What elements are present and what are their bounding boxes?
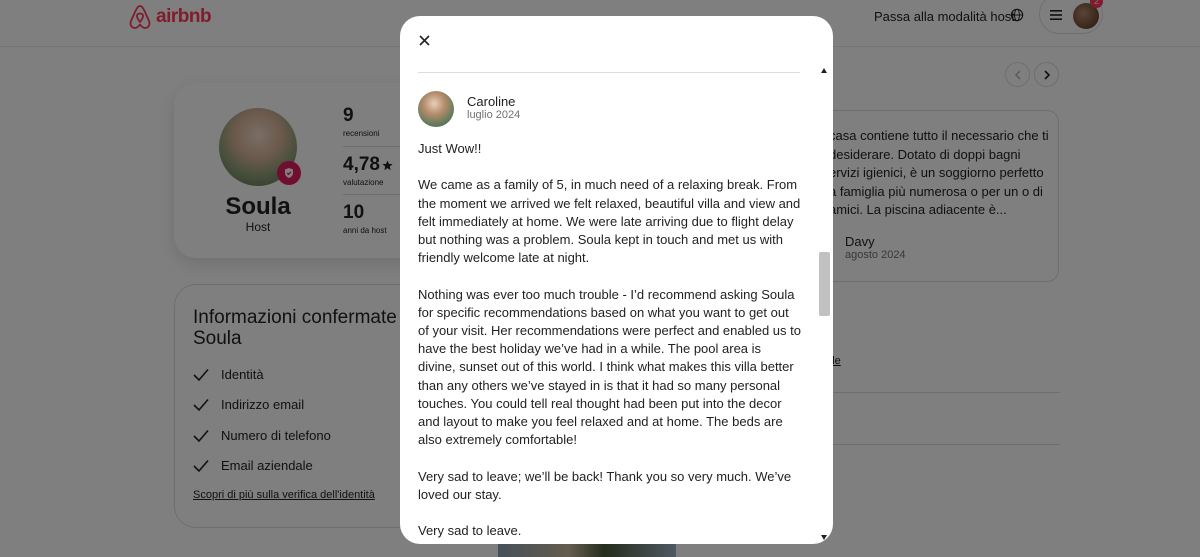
scroll-up-arrow-icon[interactable] xyxy=(821,68,827,73)
review-modal xyxy=(400,16,833,544)
review-paragraph: Very sad to leave. xyxy=(418,523,522,539)
review-paragraph: Very sad to leave; we’ll be back! Thank you so very much. We’ve loved our stay. xyxy=(418,468,792,502)
modal-scrollbar[interactable] xyxy=(819,68,831,540)
review-text xyxy=(418,140,802,544)
modal-divider xyxy=(418,72,800,73)
close-icon xyxy=(419,35,430,46)
review-date: luglio 2024 xyxy=(467,109,521,121)
scroll-down-arrow-icon[interactable] xyxy=(821,535,827,540)
close-button[interactable] xyxy=(414,30,434,50)
reviewer-name: Caroline xyxy=(467,94,516,109)
reviewer-avatar[interactable] xyxy=(418,91,454,127)
scrollbar-thumb[interactable] xyxy=(819,252,830,316)
review-paragraph: Just Wow!! xyxy=(418,141,482,156)
review-paragraph: We came as a family of 5, in much need of a relaxing break. From the moment we arrived we felt relaxed, beautiful villa and view and felt immediately at home. We were late arriving due to flight delay but nothing was a problem. Soula kept in touch and met us with friendly welcome late at night. xyxy=(418,177,801,266)
review-paragraph: Nothing was ever too much trouble - I’d recommend asking Soula for specific recommendations based on what you want to get out of your visit. Her recommendations were perfect and enabled us to have the best holiday we’ve had in a while. The pool area is divine, sunset out of this world. I think what makes this villa better than any others we’ve stayed in is that it had so many personal touches. You could tell real thought had been put into the decor and layout to make you feel relaxed and at home. The beds are also extremely comfortable! xyxy=(418,286,801,448)
